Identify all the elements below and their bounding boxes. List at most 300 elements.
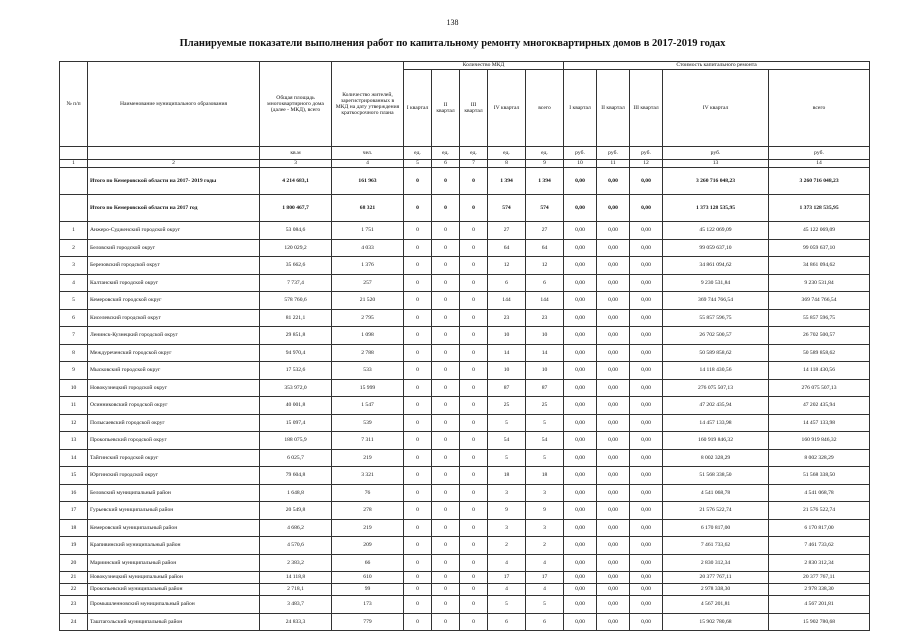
mkd-q3-cell: 0: [460, 274, 488, 292]
mkd-q1-cell: 0: [404, 274, 432, 292]
cost-total-cell: 276 075 507,13: [769, 379, 870, 397]
mkd-q1-cell: 0: [404, 613, 432, 631]
cost-q4-cell: 1 373 128 535,95: [663, 195, 769, 222]
cost-q3-cell: 0,00: [630, 537, 663, 555]
row-number-cell: 5: [60, 292, 88, 310]
area-cell: 6 025,7: [260, 449, 332, 467]
mkd-q1-cell: 0: [404, 554, 432, 572]
cost-q2-cell: 0,00: [597, 292, 630, 310]
residents-cell: 99: [332, 584, 404, 596]
mkd-q3-cell: 0: [460, 613, 488, 631]
municipality-name-cell: Беловский городской округ: [88, 239, 260, 257]
area-cell: 1 648,8: [260, 484, 332, 502]
mkd-q1-cell: 0: [404, 344, 432, 362]
municipality-name-cell: Новокузнецкий городской округ: [88, 379, 260, 397]
area-cell: 120 029,2: [260, 239, 332, 257]
cost-q4-cell: 2 830 312,34: [663, 554, 769, 572]
mkd-total-cell: 6: [526, 274, 564, 292]
residents-cell: 68 321: [332, 195, 404, 222]
mkd-total-cell: 1 394: [526, 168, 564, 195]
mkd-q1-cell: 0: [404, 362, 432, 380]
row-number-cell: 21: [60, 572, 88, 584]
cost-q2-cell: 0,00: [597, 222, 630, 240]
municipality-name-cell: Ленинск-Кузнецкий городской округ: [88, 327, 260, 345]
cost-q2-cell: 0,00: [597, 257, 630, 275]
cost-q4-cell: 276 075 507,13: [663, 379, 769, 397]
cost-q1-cell: 0,00: [564, 344, 597, 362]
mkd-q4-cell: 10: [488, 327, 526, 345]
mkd-q3-cell: 0: [460, 344, 488, 362]
cost-q1-cell: 0,00: [564, 484, 597, 502]
mkd-q2-cell: 0: [432, 379, 460, 397]
table-row: [60, 613, 870, 631]
mkd-q3-cell: 0: [460, 292, 488, 310]
residents-cell: 610: [332, 572, 404, 584]
residents-cell: 2 788: [332, 344, 404, 362]
cost-q2-cell: 0,00: [597, 449, 630, 467]
cost-q1-cell: 0,00: [564, 222, 597, 240]
total-row: [60, 168, 870, 195]
municipality-name-cell: Полысаевский городской округ: [88, 414, 260, 432]
header-number: № п/п: [60, 62, 88, 147]
mkd-q2-cell: 0: [432, 554, 460, 572]
header-cost-q1: I квартал: [564, 70, 597, 147]
municipality-name-cell: Междуреченский городской округ: [88, 344, 260, 362]
cost-q1-cell: 0,00: [564, 327, 597, 345]
cost-q1-cell: 0,00: [564, 584, 597, 596]
mkd-q1-cell: 0: [404, 432, 432, 450]
mkd-q4-cell: 54: [488, 432, 526, 450]
cost-q1-cell: 0,00: [564, 257, 597, 275]
mkd-q1-cell: 0: [404, 596, 432, 614]
cost-q4-cell: 9 230 531,84: [663, 274, 769, 292]
mkd-q4-cell: 14: [488, 344, 526, 362]
cost-q4-cell: 2 978 338,30: [663, 584, 769, 596]
mkd-q3-cell: 0: [460, 168, 488, 195]
cost-q4-cell: 14 118 430,56: [663, 362, 769, 380]
row-number-cell: 23: [60, 596, 88, 614]
mkd-q4-cell: 25: [488, 397, 526, 415]
total-number-cell: [60, 168, 88, 195]
area-cell: 79 604,8: [260, 467, 332, 485]
mkd-q4-cell: 6: [488, 274, 526, 292]
cost-q2-cell: 0,00: [597, 379, 630, 397]
table-row: [60, 222, 870, 240]
col-number-cell: 10: [564, 160, 597, 168]
municipality-name-cell: Кемеровский городской округ: [88, 292, 260, 310]
mkd-q2-cell: 0: [432, 502, 460, 520]
capital-repair-table: [59, 61, 870, 631]
table-row: [60, 537, 870, 555]
mkd-q2-cell: 0: [432, 572, 460, 584]
mkd-q4-cell: 3: [488, 484, 526, 502]
area-cell: 1 800 467,7: [260, 195, 332, 222]
cost-q4-cell: 15 902 780,68: [663, 613, 769, 631]
mkd-q2-cell: 0: [432, 467, 460, 485]
cost-total-cell: 55 857 596,75: [769, 309, 870, 327]
row-number-cell: 16: [60, 484, 88, 502]
cost-q2-cell: 0,00: [597, 502, 630, 520]
residents-cell: 219: [332, 449, 404, 467]
row-number-cell: 11: [60, 397, 88, 415]
cost-q2-cell: 0,00: [597, 467, 630, 485]
residents-cell: 21 520: [332, 292, 404, 310]
cost-q2-cell: 0,00: [597, 362, 630, 380]
cost-q1-cell: 0,00: [564, 613, 597, 631]
header-group-mkd: Количество МКД: [404, 62, 564, 70]
mkd-total-cell: 10: [526, 362, 564, 380]
cost-q2-cell: 0,00: [597, 554, 630, 572]
cost-q3-cell: 0,00: [630, 572, 663, 584]
mkd-total-cell: 25: [526, 397, 564, 415]
municipality-name-cell: Беловский муниципальный район: [88, 484, 260, 502]
mkd-q1-cell: 0: [404, 379, 432, 397]
row-number-cell: 8: [60, 344, 88, 362]
mkd-q3-cell: 0: [460, 449, 488, 467]
mkd-q1-cell: 0: [404, 168, 432, 195]
row-number-cell: 1: [60, 222, 88, 240]
cost-q2-cell: 0,00: [597, 195, 630, 222]
mkd-q3-cell: 0: [460, 572, 488, 584]
total-name-cell: Итого по Кемеровской области на 2017 год: [88, 195, 260, 222]
mkd-q4-cell: 23: [488, 309, 526, 327]
header-cost-q4: IV квартал: [663, 70, 769, 147]
mkd-q4-cell: 6: [488, 613, 526, 631]
area-cell: 94 970,4: [260, 344, 332, 362]
table-row: [60, 344, 870, 362]
cost-q1-cell: 0,00: [564, 414, 597, 432]
mkd-q4-cell: 4: [488, 554, 526, 572]
table-row: [60, 309, 870, 327]
table-row: [60, 432, 870, 450]
mkd-q1-cell: 0: [404, 239, 432, 257]
municipality-name-cell: Новокузнецкий муниципальный район: [88, 572, 260, 584]
cost-q4-cell: 21 576 522,74: [663, 502, 769, 520]
area-cell: 2 383,2: [260, 554, 332, 572]
residents-cell: 209: [332, 537, 404, 555]
cost-q4-cell: 99 059 637,10: [663, 239, 769, 257]
table-row: [60, 292, 870, 310]
municipality-name-cell: Прокопьевский муниципальный район: [88, 584, 260, 596]
cost-q3-cell: 0,00: [630, 239, 663, 257]
mkd-total-cell: 17: [526, 572, 564, 584]
cost-q4-cell: 7 461 733,62: [663, 537, 769, 555]
cost-q3-cell: 0,00: [630, 432, 663, 450]
cost-q1-cell: 0,00: [564, 467, 597, 485]
page-number: 138: [446, 18, 459, 27]
area-cell: 29 851,8: [260, 327, 332, 345]
mkd-total-cell: 5: [526, 449, 564, 467]
mkd-q1-cell: 0: [404, 327, 432, 345]
cost-q4-cell: 14 457 133,98: [663, 414, 769, 432]
cost-q3-cell: 0,00: [630, 414, 663, 432]
cost-q2-cell: 0,00: [597, 584, 630, 596]
cost-q1-cell: 0,00: [564, 449, 597, 467]
cost-q4-cell: 8 002 328,29: [663, 449, 769, 467]
unit-cell: кв.м: [260, 147, 332, 160]
mkd-q3-cell: 0: [460, 502, 488, 520]
mkd-q2-cell: 0: [432, 362, 460, 380]
table-row: [60, 484, 870, 502]
cost-q2-cell: 0,00: [597, 519, 630, 537]
mkd-q3-cell: 0: [460, 309, 488, 327]
area-cell: 20 549,8: [260, 502, 332, 520]
mkd-q1-cell: 0: [404, 519, 432, 537]
cost-q3-cell: 0,00: [630, 467, 663, 485]
cost-q1-cell: 0,00: [564, 572, 597, 584]
municipality-name-cell: Осинниковский городской округ: [88, 397, 260, 415]
col-number-cell: 4: [332, 160, 404, 168]
area-cell: 188 075,9: [260, 432, 332, 450]
cost-q1-cell: 0,00: [564, 554, 597, 572]
cost-q2-cell: 0,00: [597, 537, 630, 555]
row-number-cell: 18: [60, 519, 88, 537]
total-number-cell: [60, 195, 88, 222]
cost-q2-cell: 0,00: [597, 309, 630, 327]
mkd-q4-cell: 10: [488, 362, 526, 380]
cost-q1-cell: 0,00: [564, 309, 597, 327]
table-row: [60, 414, 870, 432]
cost-q3-cell: 0,00: [630, 222, 663, 240]
area-cell: 35 662,6: [260, 257, 332, 275]
mkd-q4-cell: 12: [488, 257, 526, 275]
mkd-q2-cell: 0: [432, 257, 460, 275]
mkd-q2-cell: 0: [432, 584, 460, 596]
unit-cell: руб.: [564, 147, 597, 160]
mkd-q4-cell: 17: [488, 572, 526, 584]
mkd-q2-cell: 0: [432, 327, 460, 345]
mkd-q2-cell: 0: [432, 449, 460, 467]
row-number-cell: 13: [60, 432, 88, 450]
cost-q4-cell: 26 702 500,57: [663, 327, 769, 345]
table-row: [60, 519, 870, 537]
row-number-cell: 15: [60, 467, 88, 485]
cost-q3-cell: 0,00: [630, 596, 663, 614]
residents-cell: 7 311: [332, 432, 404, 450]
table-row: [60, 239, 870, 257]
header-group-cost: Стоимость капитального ремонта: [564, 62, 870, 70]
mkd-q3-cell: 0: [460, 362, 488, 380]
col-number-cell: 7: [460, 160, 488, 168]
mkd-q3-cell: 0: [460, 432, 488, 450]
cost-q1-cell: 0,00: [564, 432, 597, 450]
cost-q3-cell: 0,00: [630, 344, 663, 362]
cost-q3-cell: 0,00: [630, 584, 663, 596]
cost-q4-cell: 20 377 767,11: [663, 572, 769, 584]
mkd-q2-cell: 0: [432, 414, 460, 432]
mkd-q4-cell: 5: [488, 596, 526, 614]
row-number-cell: 19: [60, 537, 88, 555]
municipality-name-cell: Березовский городской округ: [88, 257, 260, 275]
municipality-name-cell: Мысковский городской округ: [88, 362, 260, 380]
mkd-total-cell: 144: [526, 292, 564, 310]
cost-q1-cell: 0,00: [564, 195, 597, 222]
row-number-cell: 20: [60, 554, 88, 572]
page-title: Планируемые показатели выполнения работ по капитальному ремонту многоквартирных домов в 2017-2019 годах: [179, 38, 726, 49]
unit-cell: ед.: [526, 147, 564, 160]
mkd-q4-cell: 3: [488, 519, 526, 537]
cost-q4-cell: 6 170 817,00: [663, 519, 769, 537]
cost-total-cell: 160 919 846,32: [769, 432, 870, 450]
cost-total-cell: 4 567 201,81: [769, 596, 870, 614]
cost-q3-cell: 0,00: [630, 168, 663, 195]
cost-q1-cell: 0,00: [564, 537, 597, 555]
cost-q1-cell: 0,00: [564, 239, 597, 257]
unit-cell: руб.: [630, 147, 663, 160]
residents-cell: 257: [332, 274, 404, 292]
unit-cell: чел.: [332, 147, 404, 160]
mkd-q3-cell: 0: [460, 554, 488, 572]
mkd-q4-cell: 2: [488, 537, 526, 555]
cost-total-cell: 21 576 522,74: [769, 502, 870, 520]
mkd-q3-cell: 0: [460, 239, 488, 257]
cost-total-cell: 369 744 766,54: [769, 292, 870, 310]
area-cell: 3 483,7: [260, 596, 332, 614]
cost-q3-cell: 0,00: [630, 613, 663, 631]
col-number-cell: 6: [432, 160, 460, 168]
cost-q4-cell: 4 541 068,78: [663, 484, 769, 502]
mkd-total-cell: 5: [526, 414, 564, 432]
cost-q3-cell: 0,00: [630, 449, 663, 467]
table-row: [60, 327, 870, 345]
mkd-q4-cell: 574: [488, 195, 526, 222]
unit-cell: руб.: [769, 147, 870, 160]
cost-q2-cell: 0,00: [597, 484, 630, 502]
column-numbers-row: [60, 160, 870, 168]
row-number-cell: 4: [60, 274, 88, 292]
mkd-q2-cell: 0: [432, 292, 460, 310]
area-cell: 24 833,3: [260, 613, 332, 631]
mkd-q1-cell: 0: [404, 257, 432, 275]
units-row: [60, 147, 870, 160]
table-row: [60, 572, 870, 584]
residents-cell: 3 321: [332, 467, 404, 485]
cost-total-cell: 1 373 128 535,95: [769, 195, 870, 222]
residents-cell: 779: [332, 613, 404, 631]
row-number-cell: 24: [60, 613, 88, 631]
table-row: [60, 379, 870, 397]
mkd-q1-cell: 0: [404, 397, 432, 415]
mkd-total-cell: 12: [526, 257, 564, 275]
area-cell: 15 097,4: [260, 414, 332, 432]
mkd-total-cell: 574: [526, 195, 564, 222]
mkd-q3-cell: 0: [460, 519, 488, 537]
table-row: [60, 584, 870, 596]
mkd-q2-cell: 0: [432, 613, 460, 631]
mkd-q1-cell: 0: [404, 414, 432, 432]
cost-q2-cell: 0,00: [597, 274, 630, 292]
mkd-q2-cell: 0: [432, 484, 460, 502]
mkd-q1-cell: 0: [404, 502, 432, 520]
header-residents: Количество жителей, зарегистрированных в МКД на дату утверждения краткосрочного плана: [332, 62, 404, 147]
cost-total-cell: 8 002 328,29: [769, 449, 870, 467]
table-row: [60, 467, 870, 485]
col-number-cell: 5: [404, 160, 432, 168]
cost-q4-cell: 4 567 201,81: [663, 596, 769, 614]
mkd-total-cell: 3: [526, 484, 564, 502]
mkd-q1-cell: 0: [404, 222, 432, 240]
mkd-q1-cell: 0: [404, 467, 432, 485]
mkd-q4-cell: 4: [488, 584, 526, 596]
cost-q2-cell: 0,00: [597, 327, 630, 345]
cost-q1-cell: 0,00: [564, 292, 597, 310]
residents-cell: 1 751: [332, 222, 404, 240]
header-mkd-q3: III квартал: [460, 70, 488, 147]
cost-q3-cell: 0,00: [630, 484, 663, 502]
header-area: Общая площадь многоквартирного дома (далее - МКД), всего: [260, 62, 332, 147]
municipality-name-cell: Прокопьевский городской округ: [88, 432, 260, 450]
mkd-q2-cell: 0: [432, 432, 460, 450]
mkd-q4-cell: 64: [488, 239, 526, 257]
residents-cell: 173: [332, 596, 404, 614]
mkd-q1-cell: 0: [404, 484, 432, 502]
mkd-q2-cell: 0: [432, 596, 460, 614]
cost-total-cell: 50 589 858,62: [769, 344, 870, 362]
mkd-q4-cell: 9: [488, 502, 526, 520]
mkd-total-cell: 9: [526, 502, 564, 520]
cost-total-cell: 47 202 435,94: [769, 397, 870, 415]
table-row: [60, 596, 870, 614]
cost-total-cell: 51 568 338,50: [769, 467, 870, 485]
cost-q4-cell: 369 744 766,54: [663, 292, 769, 310]
residents-cell: 161 963: [332, 168, 404, 195]
municipality-name-cell: Тайгинский городской округ: [88, 449, 260, 467]
mkd-q3-cell: 0: [460, 584, 488, 596]
mkd-q3-cell: 0: [460, 397, 488, 415]
municipality-name-cell: Гурьевский муниципальный район: [88, 502, 260, 520]
cost-total-cell: 3 260 716 048,23: [769, 168, 870, 195]
area-cell: 4 686,2: [260, 519, 332, 537]
area-cell: 53 084,6: [260, 222, 332, 240]
cost-total-cell: 14 457 133,98: [769, 414, 870, 432]
table-row: [60, 397, 870, 415]
table-row: [60, 502, 870, 520]
cost-q1-cell: 0,00: [564, 379, 597, 397]
cost-q3-cell: 0,00: [630, 397, 663, 415]
header-mkd-q1: I квартал: [404, 70, 432, 147]
cost-q1-cell: 0,00: [564, 596, 597, 614]
cost-total-cell: 99 059 637,10: [769, 239, 870, 257]
col-number-cell: 2: [88, 160, 260, 168]
mkd-q1-cell: 0: [404, 584, 432, 596]
cost-q2-cell: 0,00: [597, 239, 630, 257]
col-number-cell: 1: [60, 160, 88, 168]
row-number-cell: 22: [60, 584, 88, 596]
residents-cell: 66: [332, 554, 404, 572]
mkd-q1-cell: 0: [404, 572, 432, 584]
cost-q3-cell: 0,00: [630, 274, 663, 292]
mkd-q3-cell: 0: [460, 379, 488, 397]
cost-q1-cell: 0,00: [564, 168, 597, 195]
mkd-q2-cell: 0: [432, 222, 460, 240]
residents-cell: 1 098: [332, 327, 404, 345]
cost-q3-cell: 0,00: [630, 379, 663, 397]
mkd-q1-cell: 0: [404, 195, 432, 222]
mkd-q4-cell: 18: [488, 467, 526, 485]
mkd-q2-cell: 0: [432, 519, 460, 537]
municipality-name-cell: Киселевский городской округ: [88, 309, 260, 327]
mkd-q3-cell: 0: [460, 327, 488, 345]
col-number-cell: 3: [260, 160, 332, 168]
residents-cell: 15 999: [332, 379, 404, 397]
area-cell: 578 760,6: [260, 292, 332, 310]
cost-q4-cell: 160 919 846,32: [663, 432, 769, 450]
cost-total-cell: 45 122 069,09: [769, 222, 870, 240]
cost-q1-cell: 0,00: [564, 362, 597, 380]
cost-q3-cell: 0,00: [630, 519, 663, 537]
mkd-q1-cell: 0: [404, 292, 432, 310]
cost-q4-cell: 50 589 858,62: [663, 344, 769, 362]
